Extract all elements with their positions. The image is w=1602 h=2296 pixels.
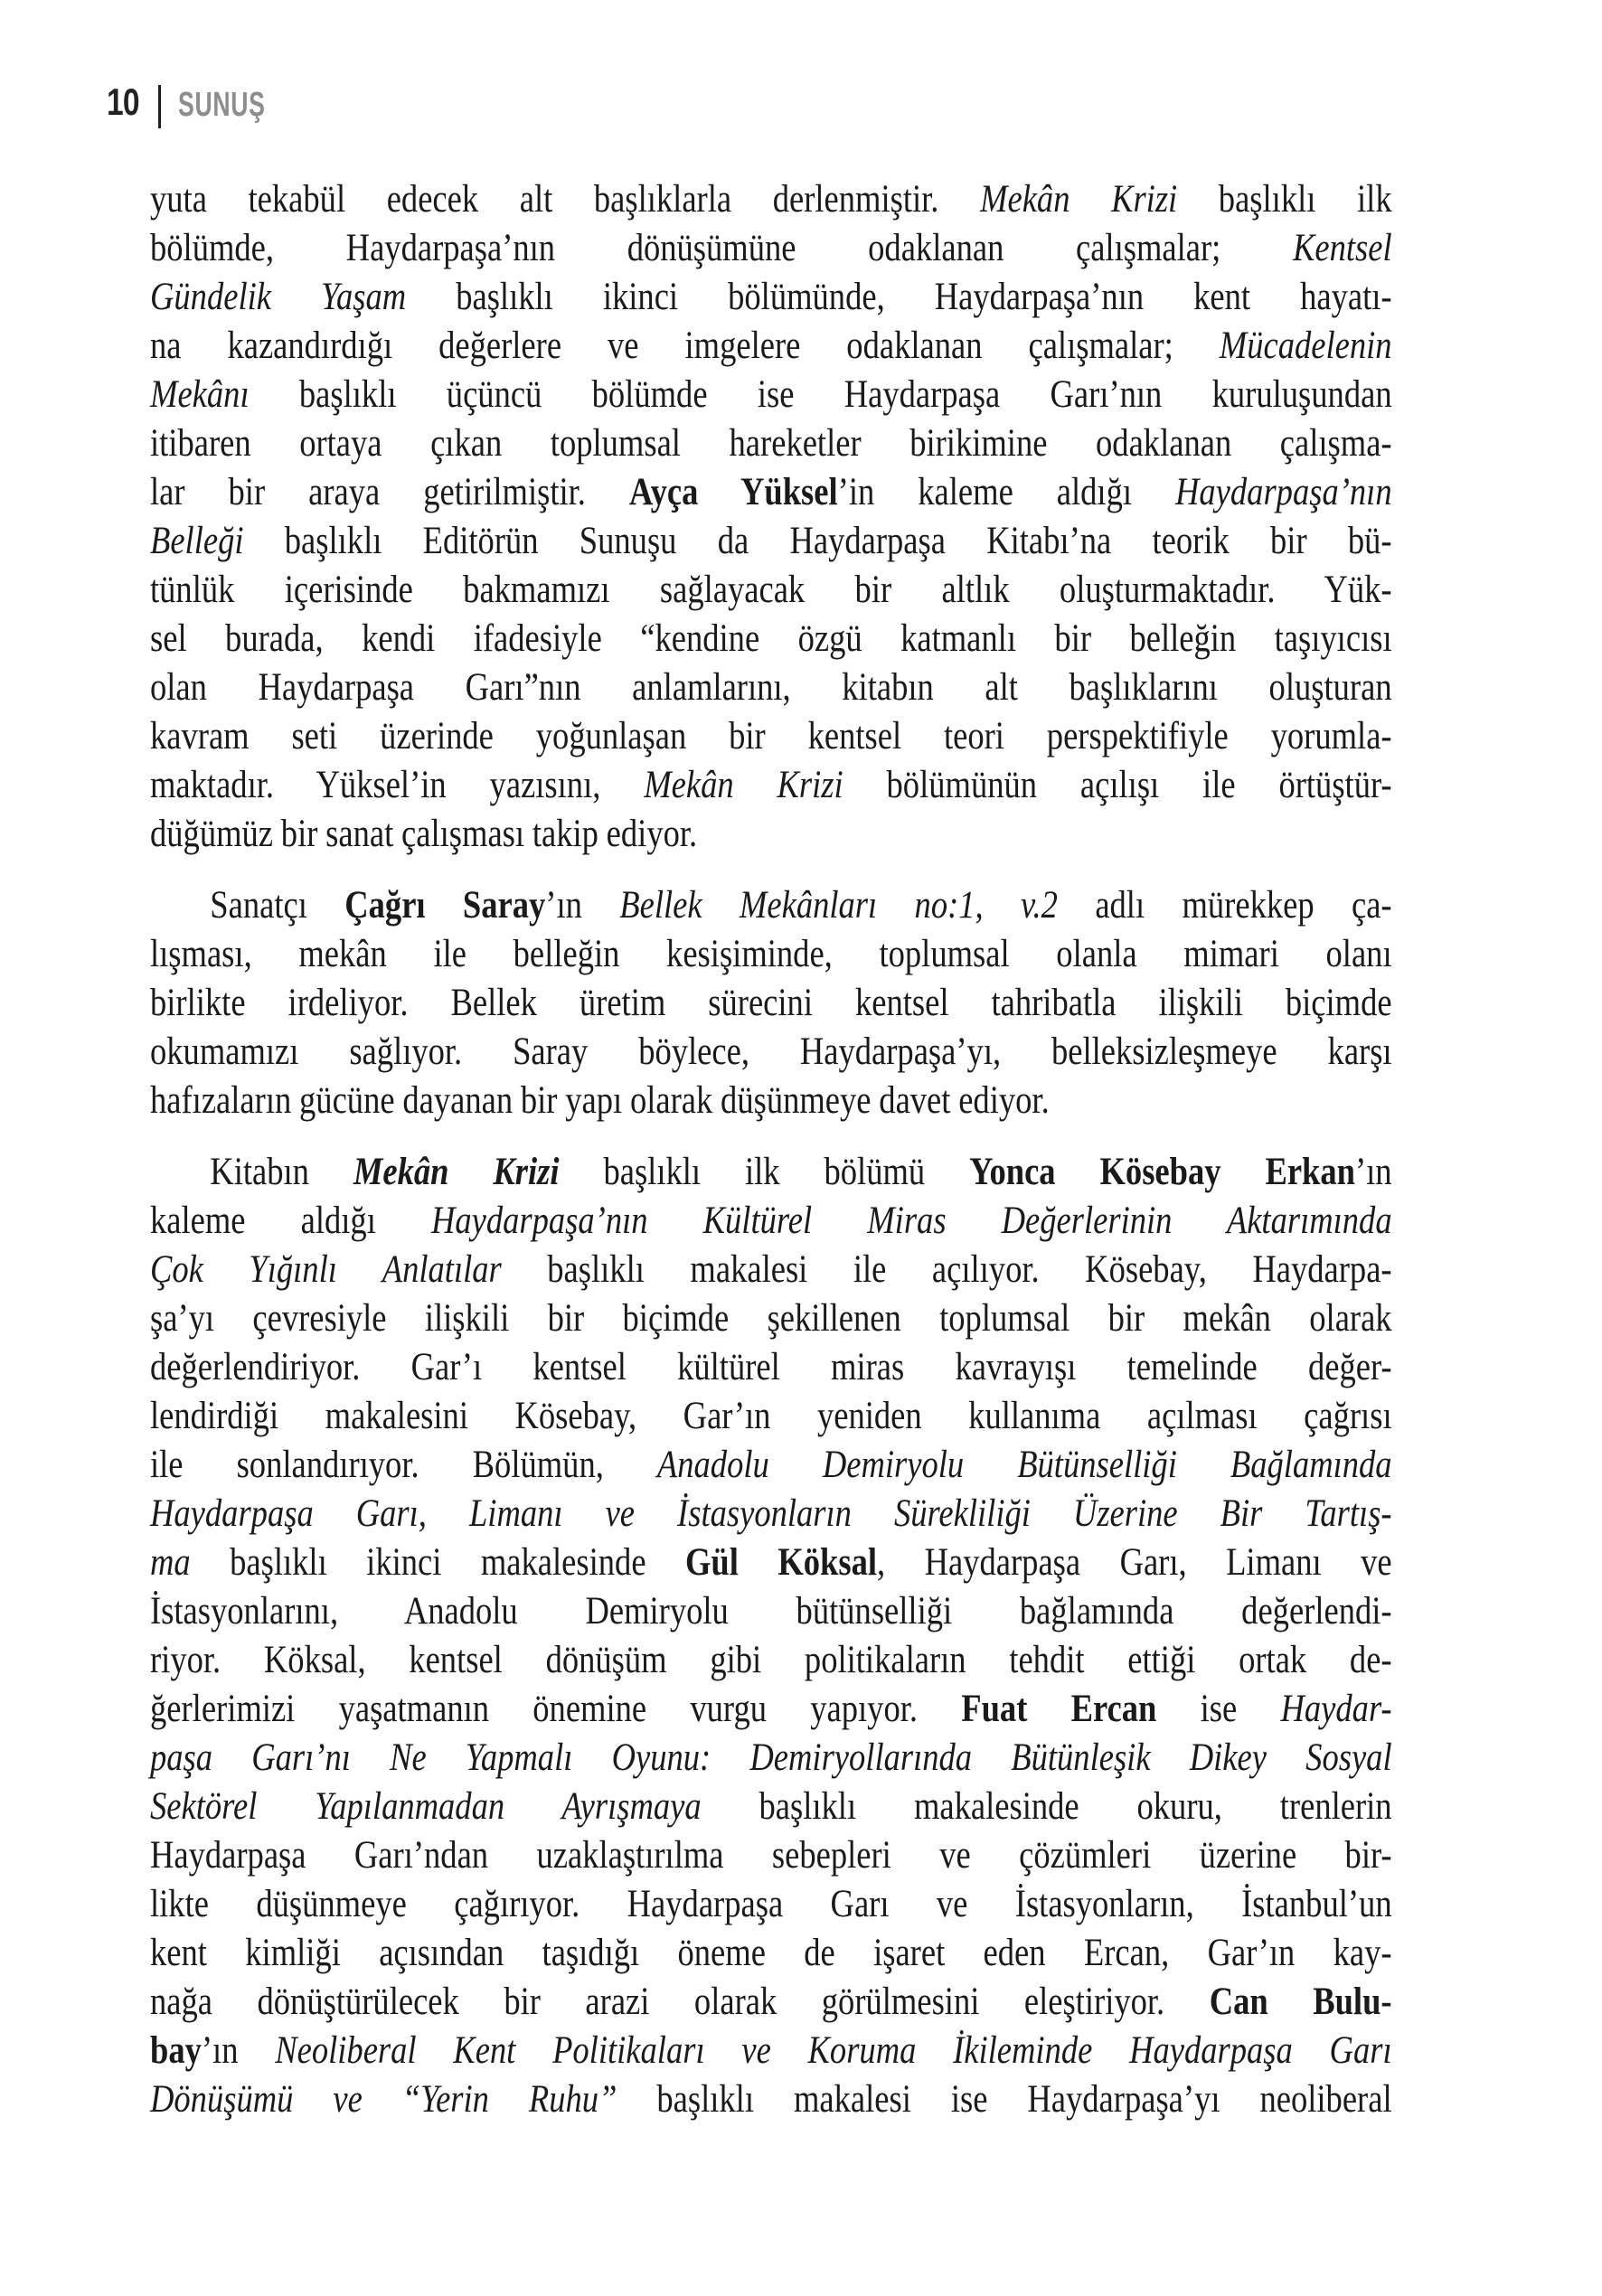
text-line bbox=[150, 1246, 1392, 1294]
paragraph bbox=[150, 175, 1392, 859]
text-segment: bölümünün açılışı ile örtüştür- bbox=[843, 764, 1392, 806]
text-segment: likte düşünmeye çağırıyor. Haydarpaşa Garı ve İstasyonların, İstanbul’un bbox=[150, 1883, 1392, 1925]
text-segment: Bellek Mekânları no:1, v.2 bbox=[619, 884, 1058, 927]
text-segment: Haydarpaşa Garı, Limanı ve İstasyonların Sürekliliği Üzerine Bir Tartış- bbox=[150, 1492, 1392, 1535]
text-line bbox=[150, 566, 1392, 615]
text-line bbox=[150, 322, 1392, 371]
text-segment: Mücadelenin bbox=[1219, 325, 1392, 367]
text-segment: Sanatçı bbox=[210, 884, 345, 927]
text-segment: Neoliberal Kent Politikaları ve Koruma İkileminde Haydarpaşa Garı bbox=[275, 2029, 1392, 2072]
text-line bbox=[150, 1929, 1392, 1978]
text-segment: bölümde, Haydarpaşa’nın dönüşümüne odaklanan çalışmalar; bbox=[150, 227, 1293, 269]
text-segment: Haydarpaşa Garı’ndan uzaklaştırılma sebepleri ve çözümleri üzerine bir- bbox=[150, 1834, 1392, 1877]
text-line bbox=[150, 810, 1392, 859]
text-segment: Ayça Yüksel bbox=[628, 471, 838, 513]
text-segment: ğerlerimizi yaşatmanın önemine vurgu yapıyor. bbox=[150, 1688, 962, 1730]
text-segment: yuta tekabül edecek alt başlıklarla derlenmiştir. bbox=[150, 178, 981, 221]
text-line bbox=[150, 1077, 1392, 1125]
text-segment: bay bbox=[150, 2029, 202, 2072]
text-segment: Anadolu Demiryolu Bütünselliği Bağlamında bbox=[656, 1444, 1392, 1486]
text-segment: başlıklı ikinci bölümünde, Haydarpaşa’nın kent hayatı- bbox=[406, 276, 1392, 318]
text-segment: olan Haydarpaşa Garı”nın anlamlarını, kitabın alt başlıklarını oluşturan bbox=[150, 666, 1392, 709]
text-segment: lendirdiği makalesini Kösebay, Gar’ın yeniden kullanıma açılması çağrısı bbox=[150, 1395, 1392, 1437]
text-line bbox=[150, 1294, 1392, 1343]
text-segment: İstasyonlarını, Anadolu Demiryolu bütünselliği bağlamında değerlendi- bbox=[150, 1590, 1392, 1633]
text-segment: lışması, mekân ile belleğin kesişiminde, toplumsal olanla mimari olanı bbox=[150, 933, 1392, 975]
text-line bbox=[150, 419, 1392, 468]
text-line bbox=[150, 1734, 1392, 1783]
text-segment: paşa Garı’nı Ne Yapmalı Oyunu: Demiryollarında Bütünleşik Dikey Sosyal bbox=[150, 1736, 1392, 1779]
text-segment: şa’yı çevresiyle ilişkili bir biçimde şekillenen toplumsal bir mekân olarak bbox=[150, 1297, 1392, 1340]
text-line bbox=[150, 1831, 1392, 1880]
text-segment: ’in kaleme aldığı bbox=[837, 471, 1176, 513]
text-segment: başlıklı üçüncü bölümde ise Haydarpaşa Garı’nın kuruluşundan bbox=[249, 373, 1392, 416]
text-line bbox=[150, 175, 1392, 224]
text-line bbox=[150, 1880, 1392, 1929]
text-segment: Mekân Krizi bbox=[644, 764, 843, 806]
text-segment: Sektörel Yapılanmadan Ayrışmaya bbox=[150, 1785, 702, 1828]
text-segment: ’ın bbox=[201, 2029, 276, 2072]
text-segment: sel burada, kendi ifadesiyle “kendine özgü katmanlı bir belleğin taşıyıcısı bbox=[150, 617, 1392, 660]
text-line bbox=[150, 1441, 1392, 1490]
text-segment: Kentsel bbox=[1292, 227, 1392, 269]
text-line bbox=[150, 1978, 1392, 2027]
text-segment: ma bbox=[150, 1541, 191, 1584]
text-segment: kavram seti üzerinde yoğunlaşan bir kentsel teori perspektifiyle yorumla- bbox=[150, 715, 1392, 757]
text-segment: birlikte irdeliyor. Bellek üretim sürecini kentsel tahribatla ilişkili biçimde bbox=[150, 982, 1392, 1024]
text-line bbox=[150, 2027, 1392, 2075]
text-segment: başlıklı makalesi ise Haydarpaşa’yı neoliberal bbox=[617, 2078, 1392, 2121]
text-line bbox=[150, 517, 1392, 566]
text-segment: başlıklı Editörün Sunuşu da Haydarpaşa Kitabı’na teorik bir bü- bbox=[243, 520, 1392, 562]
text-segment: Belleği bbox=[150, 520, 244, 562]
text-line bbox=[150, 1490, 1392, 1539]
text-segment: itibaren ortaya çıkan toplumsal hareketler birikimine odaklanan çalışma- bbox=[150, 422, 1392, 465]
text-line bbox=[150, 712, 1392, 761]
paragraph bbox=[150, 881, 1392, 1125]
text-line bbox=[150, 1392, 1392, 1441]
text-segment: Mekân Krizi bbox=[353, 1151, 560, 1193]
text-segment: başlıklı ilk bölümü bbox=[559, 1151, 970, 1193]
text-line bbox=[150, 1148, 1392, 1197]
text-segment: değerlendiriyor. Gar’ı kentsel kültürel miras kavrayışı temelinde değer- bbox=[150, 1346, 1392, 1388]
text-line bbox=[150, 371, 1392, 419]
text-segment: Haydar- bbox=[1280, 1688, 1392, 1730]
text-segment: ile sonlandırıyor. Bölümün, bbox=[150, 1444, 657, 1486]
text-segment: lar bir araya getirilmiştir. bbox=[150, 471, 629, 513]
text-segment: Dönüşümü ve “Yerin Ruhu” bbox=[150, 2078, 617, 2121]
text-segment: Mekânı bbox=[150, 373, 250, 416]
header-divider bbox=[158, 85, 161, 128]
text-segment: hafızaların gücüne dayanan bir yapı olarak düşünmeye davet ediyor. bbox=[150, 1079, 1050, 1122]
text-segment: nağa dönüştürülecek bir arazi olarak görülmesini eleştiriyor. bbox=[150, 1981, 1210, 2023]
text-segment: Can Bulu- bbox=[1209, 1981, 1392, 2023]
text-segment: Gündelik Yaşam bbox=[150, 276, 407, 318]
text-segment: maktadır. Yüksel’in yazısını, bbox=[150, 764, 645, 806]
text-segment: Çok Yığınlı Anlatılar bbox=[150, 1248, 502, 1291]
text-segment: başlıklı ilk bbox=[1177, 178, 1392, 221]
text-line bbox=[150, 224, 1392, 273]
text-segment: Haydarpaşa’nın Kültürel Miras Değerlerinin Aktarımında bbox=[430, 1200, 1392, 1242]
text-segment: , Haydarpaşa Garı, Limanı ve bbox=[877, 1541, 1392, 1584]
text-segment: riyor. Köksal, kentsel dönüşüm gibi politikaların tehdit ettiği ortak de- bbox=[150, 1639, 1392, 1681]
text-segment: kaleme aldığı bbox=[150, 1200, 431, 1242]
text-line bbox=[150, 1343, 1392, 1392]
text-segment: başlıklı ikinci makalesinde bbox=[190, 1541, 685, 1584]
text-line bbox=[150, 761, 1392, 810]
text-line bbox=[150, 468, 1392, 517]
text-line bbox=[150, 979, 1392, 1028]
text-segment: Gül Köksal bbox=[684, 1541, 878, 1584]
text-line bbox=[150, 1783, 1392, 1831]
text-segment: başlıklı makalesi ile açılıyor. Kösebay, Haydarpa- bbox=[501, 1248, 1392, 1291]
text-segment: Mekân Krizi bbox=[980, 178, 1178, 221]
page-number: 10 bbox=[107, 80, 139, 123]
text-segment: ’ın bbox=[545, 884, 620, 927]
text-segment: Kitabın bbox=[210, 1151, 353, 1193]
running-header-section-title: SUNUŞ bbox=[178, 86, 266, 124]
text-segment: kent kimliği açısından taşıdığı öneme de işaret eden Ercan, Gar’ın kay- bbox=[150, 1932, 1392, 1974]
text-segment: ’ın bbox=[1354, 1151, 1392, 1193]
text-line bbox=[150, 1197, 1392, 1246]
text-segment: adlı mürekkep ça- bbox=[1057, 884, 1392, 927]
text-segment: Yonca Kösebay Erkan bbox=[969, 1151, 1355, 1193]
text-segment: başlıklı makalesinde okuru, trenlerin bbox=[701, 1785, 1392, 1828]
text-segment: okumamızı sağlıyor. Saray böylece, Haydarpaşa’yı, belleksizleşmeye karşı bbox=[150, 1030, 1392, 1073]
text-line bbox=[150, 930, 1392, 979]
body-text bbox=[150, 175, 1392, 2124]
text-segment: ise bbox=[1156, 1688, 1281, 1730]
text-segment: Çağrı Saray bbox=[344, 884, 546, 927]
text-line bbox=[150, 1636, 1392, 1685]
text-segment: tünlük içerisinde bakmamızı sağlayacak bir altlık oluşturmaktadır. Yük- bbox=[150, 569, 1392, 611]
text-line bbox=[150, 663, 1392, 712]
text-line bbox=[150, 1028, 1392, 1077]
text-segment: na kazandırdığı değerlere ve imgelere odaklanan çalışmalar; bbox=[150, 325, 1220, 367]
text-line bbox=[150, 881, 1392, 930]
text-line bbox=[150, 615, 1392, 663]
text-line bbox=[150, 273, 1392, 322]
text-line bbox=[150, 2075, 1392, 2124]
text-line bbox=[150, 1539, 1392, 1587]
text-segment: Haydarpaşa’nın bbox=[1175, 471, 1392, 513]
paragraph bbox=[150, 1148, 1392, 2124]
text-line bbox=[150, 1587, 1392, 1636]
text-segment: Fuat Ercan bbox=[961, 1688, 1157, 1730]
text-line bbox=[150, 1685, 1392, 1734]
text-segment: düğümüz bir sanat çalışması takip ediyor. bbox=[150, 813, 698, 855]
